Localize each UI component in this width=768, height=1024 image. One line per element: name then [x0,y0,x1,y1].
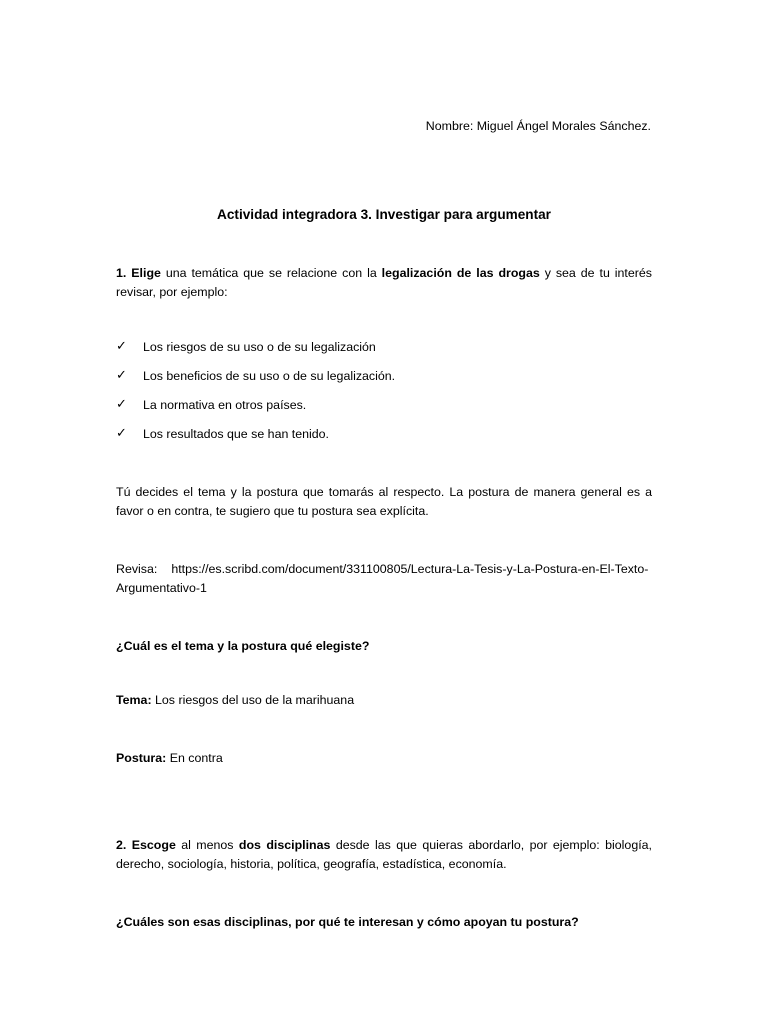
checkmark-icon: ✓ [116,339,127,354]
instruction-1 [116,264,652,302]
tema-line [116,691,652,710]
list-item [116,367,652,386]
instruction-2-text: al menos [175,838,239,852]
instruction-2-emphasis: dos disciplinas [238,838,331,852]
list-item-text: Los beneficios de su uso o de su legalización. [143,369,396,383]
instruction-2-text-end: desde las que quieras abordarlo, por ejemplo: biología, derecho, sociología, historia, política, geografía, estadística, economía. [116,838,652,871]
list-item [116,396,652,415]
postura-line [116,749,652,768]
review-link[interactable]: https://es.scribd.com/document/331100805/Lectura-La-Tesis-y-La-Postura-en-El-Texto-Argumentativo-1 [116,562,649,595]
examples-checklist [116,338,652,454]
list-item [116,425,652,444]
list-item [116,338,652,357]
review-paragraph [116,560,652,598]
document-title: Actividad integradora 3. Investigar para argumentar [217,207,551,222]
postura-label: Postura: [116,751,167,765]
list-item-text: Los resultados que se han tenido. [143,427,329,441]
tema-value: Los riesgos del uso de la marihuana [151,693,355,707]
question-1: ¿Cuál es el tema y la postura qué elegiste? [116,639,370,653]
instruction-2-verb: Escoge [131,838,176,852]
instruction-1-verb: Elige [131,266,161,280]
checkmark-icon: ✓ [116,368,127,383]
instruction-2 [116,836,652,874]
checkmark-icon: ✓ [116,426,127,441]
postura-value: En contra [166,751,223,765]
checkmark-icon: ✓ [116,397,127,412]
tema-label: Tema: [116,693,152,707]
instruction-1-topic: legalización de las drogas [381,266,540,280]
instruction-1-text: una temática que se relacione con la [160,266,382,280]
question-2: ¿Cuáles son esas disciplinas, por qué te interesan y cómo apoyan tu postura? [116,915,579,929]
author-name: Nombre: Miguel Ángel Morales Sánchez. [425,119,651,133]
instruction-1-text-end: y sea de tu interés revisar, por ejemplo: [116,266,652,299]
list-item-text: La normativa en otros países. [143,398,307,412]
instruction-1-number: 1. [116,266,127,280]
decide-paragraph: Tú decides el tema y la postura que tomarás al respecto. La postura de manera general es a favor o en contra, te sugiero que tu postura sea explícita. [116,485,652,518]
list-item-text: Los riesgos de su uso o de su legalización [143,340,376,354]
review-label: Revisa: [116,562,158,576]
instruction-2-number: 2. [116,838,127,852]
